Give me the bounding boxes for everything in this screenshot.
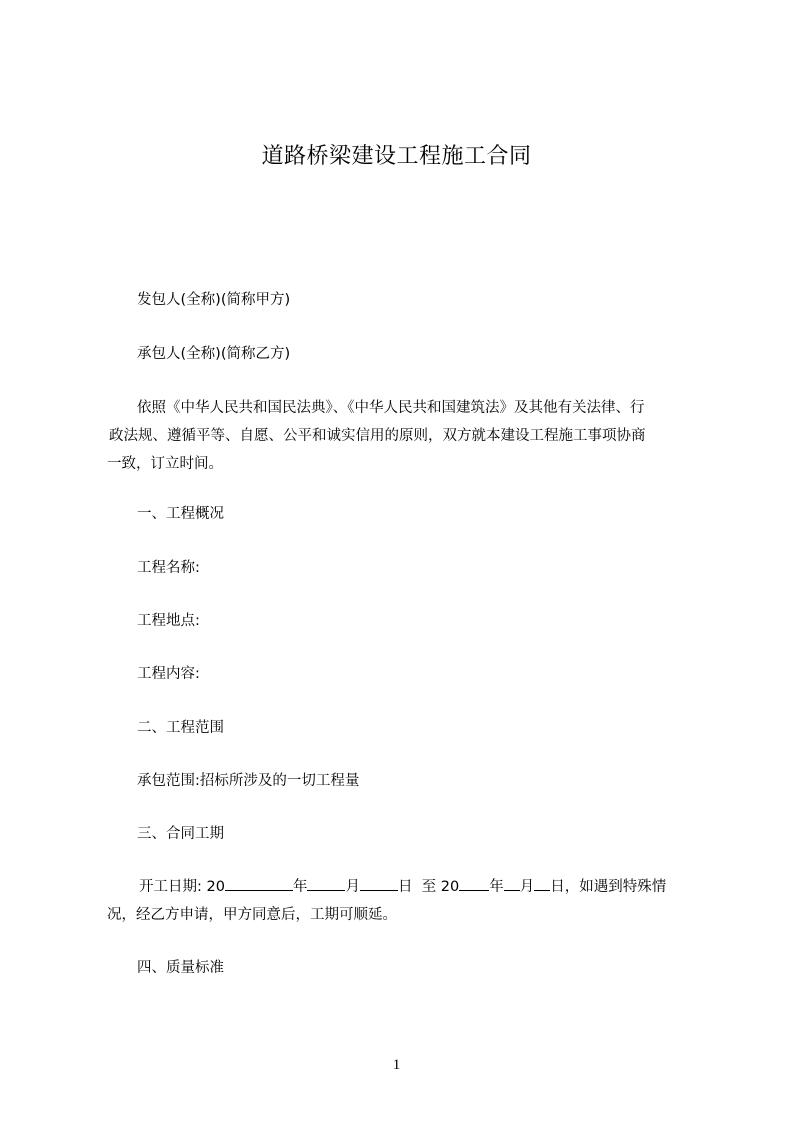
end-month-blank	[504, 876, 520, 891]
end-day-unit: 日	[550, 879, 565, 895]
document-title: 道路桥梁建设工程施工合同	[261, 144, 532, 169]
end-date-prefix: 至 20	[421, 879, 460, 895]
section-4-heading: 四、质量标准	[137, 960, 224, 976]
start-year-blank	[225, 876, 293, 891]
preamble-paragraph	[107, 394, 707, 478]
start-date-prefix: 开工日期: 20	[139, 879, 225, 895]
start-year-unit: 年	[292, 879, 308, 895]
end-year-unit: 年	[489, 879, 504, 895]
start-month-blank	[307, 876, 345, 891]
end-year-blank	[459, 876, 489, 891]
scope-text: 承包范围:招标所涉及的一切工程量	[137, 773, 360, 789]
project-content-label: 工程内容:	[137, 666, 200, 682]
contractor-line: 承包人(全称)(简称乙方)	[137, 346, 291, 362]
period-tail: ，如遇到特殊情	[564, 879, 667, 895]
end-day-blank	[534, 876, 550, 891]
section-1-heading: 一、工程概况	[137, 506, 224, 522]
page-number: 1	[392, 1057, 401, 1073]
start-day-blank	[360, 876, 398, 891]
section-3-heading: 三、合同工期	[137, 826, 224, 842]
end-month-unit: 月	[519, 879, 535, 895]
project-name-label: 工程名称:	[137, 560, 200, 576]
preamble-line-3: 一致，订立时间。	[107, 456, 223, 472]
section-2-heading: 二、工程范围	[137, 720, 224, 736]
period-line-1	[107, 873, 707, 901]
start-month-unit: 月	[345, 879, 360, 895]
start-day-unit: 日	[397, 879, 413, 895]
project-location-label: 工程地点:	[137, 613, 200, 629]
preamble-line-2: 政法规、遵循平等、自愿、公平和诚实信用的原则，双方就本建设工程施工事项协商	[109, 428, 646, 444]
period-line-2: 况，经乙方申请，甲方同意后，工期可顺延。	[107, 907, 397, 923]
employer-line: 发包人(全称)(简称甲方)	[137, 292, 291, 308]
period-paragraph	[107, 873, 707, 929]
preamble-line-1: 依照《中华人民共和国民法典》、《中华人民共和国建筑法》及其他有关法律、行	[137, 400, 645, 416]
